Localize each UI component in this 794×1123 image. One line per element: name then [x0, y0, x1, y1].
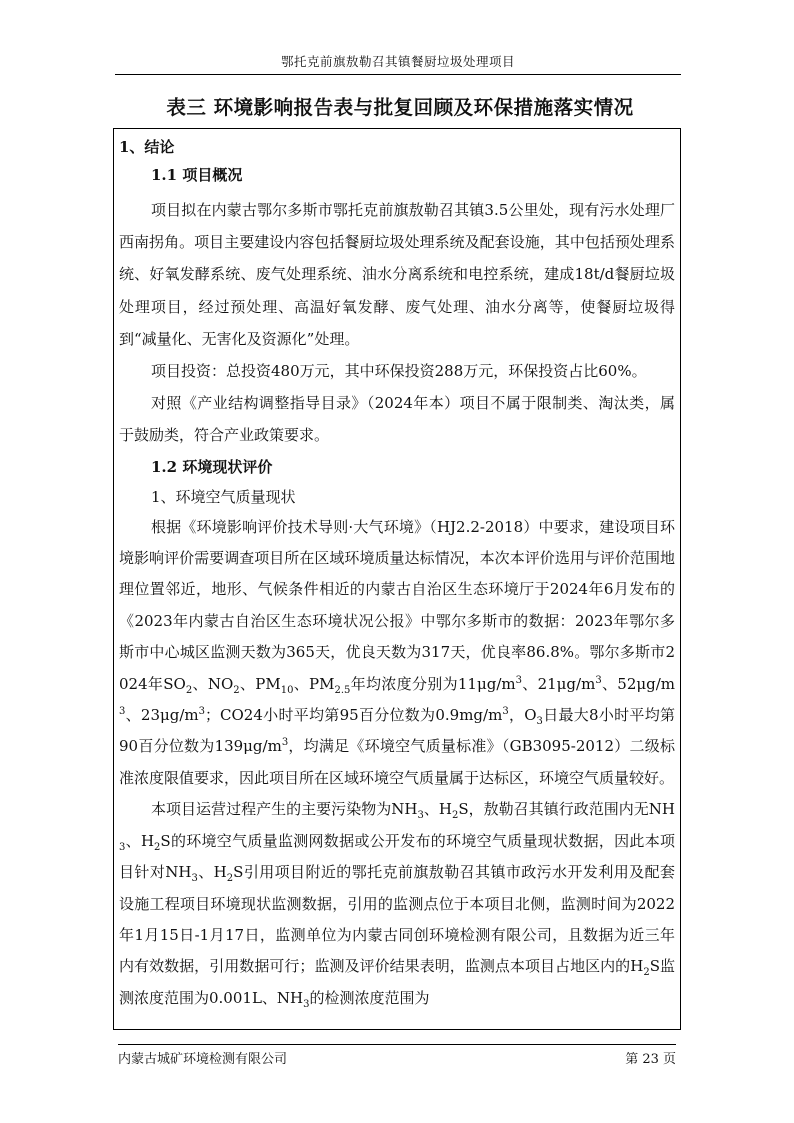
page-footer [118, 1044, 676, 1067]
paragraph-air-quality: 根据《环境影响评价技术导则·大气环境》（HJ2.2-2018）中要求，建设项目环境影响评价需要调查项目所在区域环境质量达标情况，本次本评价选用与评价范围地理位置邻近，地形、气候条件相近的内蒙古自治区生态环境厅于2024年6月发布的《2023年内蒙古自治区生态环境状况公报》中鄂尔多斯市的数据：2023年鄂尔多斯市中心城区监测天数为365天，优良天数为317天，优良率86.8%。鄂尔多斯市2024年$SO_2$、$NO_2$、$PM_{10}$、$PM_{2.5}$年均浓度分别为$11\mu g/m^3$、$21\mu g/m^3$、$52\mu g/m^3$、$23\mu g/m^3$；CO24小时平均第95百分位数为$0.9mg/m^3$，$O_3$日最大8小时平均第90百分位数为$139\mu g/m^3$，均满足《环境空气质量标准》（GB3095-2012）二级标准浓度限值要求，因此项目所在区域环境空气质量属于达标区，环境空气质量较好。 [119, 517, 676, 787]
table-content [119, 134, 675, 1014]
section-heading-conclusion: 1、结论 [119, 138, 175, 156]
paragraph-investment: 项目投资：总投资480万元，其中环保投资288万元，环保投资占比60%。 [151, 362, 647, 381]
paragraph-industrial-policy: 对照《产业结构调整指导目录》（2024年本）项目不属于限制类、淘汰类，属于鼓励类，符合产业政策要求。 [119, 394, 675, 445]
footer-page-number: 第 23 页 [625, 1052, 676, 1067]
running-header: 鄂托克前旗敖勒召其镇餐厨垃圾处理项目 [115, 52, 681, 75]
page-title: 表三 环境影响报告表与批复回顾及环保措施落实情况 [166, 96, 634, 119]
item-heading-air-quality: 1、环境空气质量现状 [151, 487, 296, 506]
paragraph-project-overview: 项目拟在内蒙古鄂尔多斯市鄂托克前旗敖勒召其镇3.5公里处，现有污水处理厂西南拐角。项目主要建设内容包括餐厨垃圾处理系统及配套设施，其中包括预处理系统、好氧发酵系统、废气处理系统、油水分离系统和电控系统，建成18t/d餐厨垃圾处理项目，经过预处理、高温好氧发酵、废气处理、油水分离等，使餐厨垃圾得到“减量化、无害化及资源化”处理。 [119, 201, 675, 348]
subsection-heading-overview: 1.1 项目概况 [151, 166, 243, 184]
footer-company: 内蒙古城矿环境检测有限公司 [118, 1052, 288, 1067]
paragraph-pollutant-monitoring: 本项目运营过程产生的主要污染物为$NH_3$、$H_2S$，敖勒召其镇行政范围内无$NH_3$、$H_2S$的环境空气质量监测网数据或公开发布的环境空气质量现状数据，因此本项目针对$NH_3$、$H_2S$引用项目附近的鄂托克前旗敖勒召其镇市政污水开发利用及配套设施工程项目环境现状监测数据，引用的监测点位于本项目北侧，监测时间为2022年1月15日-1月17日，监测单位为内蒙古同创环境检测有限公司，且数据为近三年内有效数据，引用数据可行；监测及评价结果表明，监测点本项目占地区内的$H_2S$监测浓度范围为0.001L、$NH_3$的检测浓度范围为 [119, 800, 676, 1010]
subsection-heading-environment-status: 1.2 环境现状评价 [151, 457, 273, 476]
